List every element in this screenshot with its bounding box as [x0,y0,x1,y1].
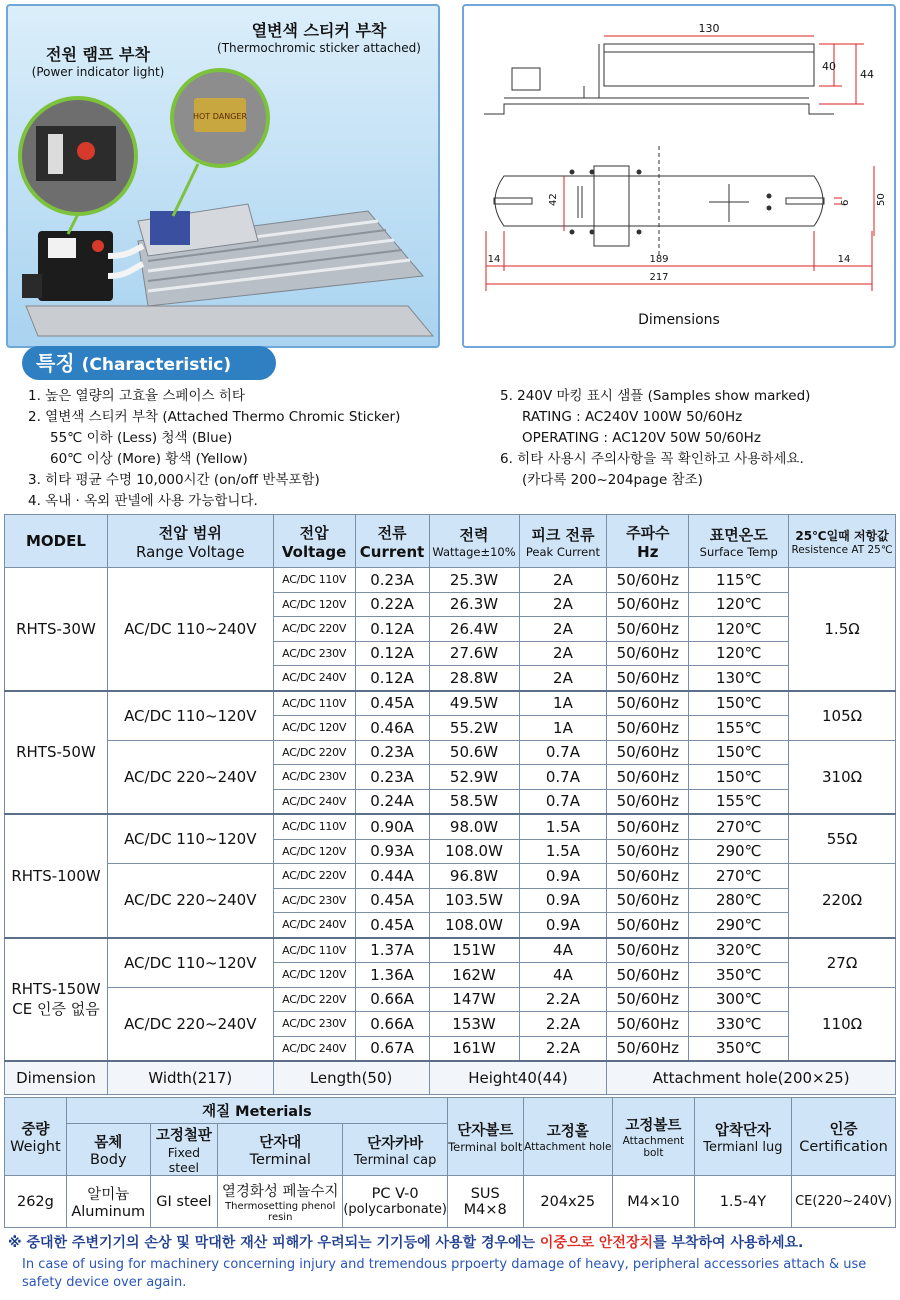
feature-item: 1. 높은 열량의 고효율 스페이스 히타 [28,388,245,404]
value-terminal-cap: PC V-0 (polycarbonate) [343,1176,448,1228]
voltage-cell: AC/DC 240V [273,913,355,938]
value-lug: 1.5-4Y [694,1176,791,1228]
feature-item: OPERATING : AC120V 50W 50/60Hz [522,430,761,446]
warning-english: In case of using for machinery concerning injury and tremendous prpoerty damage of heavy, peripheral accessories attach & use safety device over again. [22,1257,867,1290]
voltage-cell: AC/DC 120V [273,839,355,864]
value-attachment-bolt: M4×10 [613,1176,695,1228]
peak-cell: 0.9A [519,864,607,889]
dimension-drawing-panel [462,4,896,348]
freq-cell: 50/60Hz [607,888,689,913]
dim-217: 217 [649,272,669,283]
characteristic-heading [22,346,276,380]
temp-cell: 155℃ [689,789,789,814]
wattage-cell: 49.5W [429,691,519,716]
dim-130: 130 [698,22,720,35]
header-current: 전류 Current [355,515,429,568]
sticker-zoom [172,70,268,216]
resistance-cell: 220Ω [789,864,896,938]
current-cell: 0.23A [355,740,429,765]
voltage-cell: AC/DC 230V [273,1012,355,1037]
voltage-cell: AC/DC 240V [273,789,355,814]
dim-44: 44 [860,68,874,81]
current-cell: 0.24A [355,789,429,814]
voltage-cell: AC/DC 230V [273,765,355,790]
freq-cell: 50/60Hz [607,864,689,889]
header-resist: 25℃일때 저항값 Resistence AT 25℃ [789,515,896,568]
wattage-cell: 161W [429,1036,519,1061]
voltage-cell: AC/DC 220V [273,617,355,642]
model-cell: RHTS-50W [5,691,108,815]
peak-cell: 2A [519,617,607,642]
temp-cell: 150℃ [689,765,789,790]
header-attachment-hole: 고정홀 Attachment hole [523,1098,613,1176]
current-cell: 0.12A [355,617,429,642]
peak-cell: 0.7A [519,765,607,790]
value-fixed-steel: GI steel [150,1176,217,1228]
voltage-cell: AC/DC 110V [273,938,355,963]
current-cell: 0.45A [355,888,429,913]
wattage-cell: 52.9W [429,765,519,790]
freq-cell: 50/60Hz [607,617,689,642]
temp-cell: 350℃ [689,963,789,988]
wattage-cell: 28.8W [429,666,519,691]
temp-cell: 330℃ [689,1012,789,1037]
dimension-row [5,1061,896,1095]
freq-cell: 50/60Hz [607,938,689,963]
spec-row [5,864,896,889]
voltage-cell: AC/DC 110V [273,814,355,839]
header-peak: 피크 전류 Peak Current [519,515,607,568]
temp-cell: 290℃ [689,913,789,938]
peak-cell: 2A [519,592,607,617]
freq-cell: 50/60Hz [607,913,689,938]
range-cell: AC/DC 110~240V [107,568,273,691]
dimension-width: Width(217) [107,1061,273,1095]
voltage-cell: AC/DC 120V [273,716,355,741]
voltage-cell: AC/DC 240V [273,1036,355,1061]
current-cell: 1.37A [355,938,429,963]
resistance-cell: 27Ω [789,938,896,988]
feature-item: RATING : AC240V 100W 50/60Hz [522,409,743,425]
temp-cell: 115℃ [689,568,789,593]
wattage-cell: 147W [429,987,519,1012]
current-cell: 1.36A [355,963,429,988]
range-cell: AC/DC 220~240V [107,864,273,938]
feature-list-right [500,386,810,491]
wattage-cell: 27.6W [429,641,519,666]
power-indicator-box [22,231,113,301]
freq-cell: 50/60Hz [607,987,689,1012]
spec-body [5,568,896,1095]
resistance-cell: 1.5Ω [789,568,896,691]
current-cell: 0.90A [355,814,429,839]
header-voltage: 전압 Voltage [273,515,355,568]
dimension-hole: Attachment hole(200×25) [607,1061,896,1095]
freq-cell: 50/60Hz [607,568,689,593]
range-cell: AC/DC 220~240V [107,740,273,814]
freq-cell: 50/60Hz [607,641,689,666]
value-terminal: 열경화성 페놀수지 Thermosetting phenol resin [218,1176,343,1228]
temp-cell: 150℃ [689,740,789,765]
warning-korean: ※ 중대한 주변기기의 손상 및 막대한 재산 피해가 우려되는 기기등에 사용할 경우에는 이중으로 안전장치를 부착하여 사용하세요. [8,1235,804,1251]
resistance-cell: 110Ω [789,987,896,1061]
dim-6: 6 [840,199,851,206]
dimension-drawing [464,6,894,346]
voltage-cell: AC/DC 220V [273,987,355,1012]
feature-item: 60℃ 이상 (More) 황색 (Yellow) [50,451,248,467]
wattage-cell: 50.6W [429,740,519,765]
model-cell: RHTS-150W CE 인증 없음 [5,938,108,1062]
feature-item: (카다록 200~204page 참조) [522,472,703,488]
temp-cell: 320℃ [689,938,789,963]
freq-cell: 50/60Hz [607,691,689,716]
materials-value-row [5,1176,896,1228]
peak-cell: 2A [519,641,607,666]
range-cell: AC/DC 110~120V [107,938,273,988]
product-photo-panel [6,4,440,348]
value-certification: CE(220~240V) [792,1176,896,1228]
characteristic-title: 특징 [36,351,75,375]
resistance-cell: 55Ω [789,814,896,864]
current-cell: 0.23A [355,568,429,593]
current-cell: 0.12A [355,666,429,691]
warning-highlight: 이중으로 안전장치 [539,1235,653,1251]
power-label-english: (Power indicator light) [31,65,165,79]
peak-cell: 4A [519,963,607,988]
materials-table [4,1097,896,1228]
power-light-caption [28,42,168,79]
temp-cell: 350℃ [689,1036,789,1061]
dimension-length: Length(50) [273,1061,429,1095]
sticker-label-english: (Thermochromic sticker attached) [217,41,421,55]
header-terminal: 단자대 Terminal [218,1124,343,1176]
spec-row [5,987,896,1012]
voltage-cell: AC/DC 120V [273,963,355,988]
header-fixed-steel: 고정철판 Fixed steel [150,1124,217,1176]
wattage-cell: 58.5W [429,789,519,814]
spec-row [5,740,896,765]
temp-cell: 150℃ [689,691,789,716]
temp-cell: 270℃ [689,864,789,889]
wattage-cell: 26.3W [429,592,519,617]
spec-row [5,691,896,716]
dim-50: 50 [876,193,887,206]
wattage-cell: 151W [429,938,519,963]
wattage-cell: 153W [429,1012,519,1037]
current-cell: 0.22A [355,592,429,617]
header-lug: 압착단자 Termianl lug [694,1098,791,1176]
spec-row [5,938,896,963]
characteristic-title-en: (Characteristic) [81,355,232,375]
dim-14-right: 14 [837,254,851,265]
dimension-height: Height40(44) [429,1061,607,1095]
wattage-cell: 108.0W [429,913,519,938]
current-cell: 0.66A [355,1012,429,1037]
peak-cell: 2.2A [519,987,607,1012]
top-view [494,146,824,256]
header-range: 전압 범위 Range Voltage [107,515,273,568]
feature-list-left [28,386,400,512]
current-cell: 0.12A [355,641,429,666]
current-cell: 0.93A [355,839,429,864]
header-certification: 인증 Certification [792,1098,896,1176]
current-cell: 0.67A [355,1036,429,1061]
current-cell: 0.66A [355,987,429,1012]
freq-cell: 50/60Hz [607,740,689,765]
header-materials: 재질 Meterials [66,1098,447,1124]
peak-cell: 2.2A [519,1036,607,1061]
freq-cell: 50/60Hz [607,1012,689,1037]
current-cell: 0.23A [355,765,429,790]
freq-cell: 50/60Hz [607,814,689,839]
temp-cell: 290℃ [689,839,789,864]
dim-40: 40 [822,60,836,73]
resistance-cell: 105Ω [789,691,896,741]
temp-cell: 280℃ [689,888,789,913]
freq-cell: 50/60Hz [607,765,689,790]
range-cell: AC/DC 220~240V [107,987,273,1061]
peak-cell: 2A [519,666,607,691]
peak-cell: 1.5A [519,839,607,864]
peak-cell: 2A [519,568,607,593]
freq-cell: 50/60Hz [607,592,689,617]
header-wattage: 전력 Wattage±10% [429,515,519,568]
voltage-cell: AC/DC 110V [273,568,355,593]
header-weight: 중량 Weight [5,1098,67,1176]
wattage-cell: 98.0W [429,814,519,839]
peak-cell: 0.7A [519,740,607,765]
temp-cell: 155℃ [689,716,789,741]
temp-cell: 120℃ [689,592,789,617]
sticker-text: HOT DANGER [192,112,248,121]
peak-cell: 2.2A [519,1012,607,1037]
dim-14-left: 14 [487,254,501,265]
spec-table [4,514,896,1095]
dimensions-caption: Dimensions [638,312,720,328]
wattage-cell: 108.0W [429,839,519,864]
resistance-cell: 310Ω [789,740,896,814]
sticker-label-korean: 열변색 스티커 부착 [251,21,387,40]
wattage-cell: 162W [429,963,519,988]
peak-cell: 1A [519,691,607,716]
freq-cell: 50/60Hz [607,789,689,814]
side-view [484,44,834,114]
peak-cell: 0.9A [519,888,607,913]
freq-cell: 50/60Hz [607,716,689,741]
peak-cell: 0.7A [519,789,607,814]
thermochromic-sticker [150,211,190,245]
voltage-cell: AC/DC 110V [273,691,355,716]
feature-item: 55℃ 이하 (Less) 청색 (Blue) [50,430,233,446]
value-body: 알미늄 Aluminum [66,1176,150,1228]
header-terminal-cap: 단자카바 Terminal cap [343,1124,448,1176]
voltage-cell: AC/DC 120V [273,592,355,617]
voltage-cell: AC/DC 230V [273,641,355,666]
header-body: 몸체 Body [66,1124,150,1176]
temp-cell: 270℃ [689,814,789,839]
header-temp: 표면온도 Surface Temp [689,515,789,568]
header-model: MODEL [5,515,108,568]
freq-cell: 50/60Hz [607,839,689,864]
power-label-korean: 전원 램프 부착 [46,45,150,64]
header-freq: 주파수 Hz [607,515,689,568]
header-terminal-bolt: 단자볼트 Terminal bolt [447,1098,523,1176]
spec-row [5,814,896,839]
peak-cell: 0.9A [519,913,607,938]
value-weight: 262g [5,1176,67,1228]
model-cell: RHTS-100W [5,814,108,938]
dimension-label: Dimension [5,1061,108,1095]
range-cell: AC/DC 110~120V [107,814,273,864]
peak-cell: 4A [519,938,607,963]
power-light-zoom [20,98,136,234]
temp-cell: 120℃ [689,641,789,666]
temp-cell: 120℃ [689,617,789,642]
wattage-cell: 26.4W [429,617,519,642]
dim-42: 42 [548,193,559,206]
wattage-cell: 96.8W [429,864,519,889]
voltage-cell: AC/DC 230V [273,888,355,913]
spec-header-row [5,515,896,568]
feature-item: 3. 히타 평균 수명 10,000시간 (on/off 반복포함) [28,472,320,488]
peak-cell: 1A [519,716,607,741]
freq-cell: 50/60Hz [607,666,689,691]
spec-row [5,568,896,593]
freq-cell: 50/60Hz [607,963,689,988]
peak-cell: 1.5A [519,814,607,839]
header-attachment-bolt: 고정볼트 Attachment bolt [613,1098,695,1176]
feature-item: 2. 열변색 스티커 부착 (Attached Thermo Chromic Sticker) [28,409,401,425]
value-terminal-bolt: SUS M4×8 [447,1176,523,1228]
current-cell: 0.44A [355,864,429,889]
wattage-cell: 25.3W [429,568,519,593]
wattage-cell: 103.5W [429,888,519,913]
wattage-cell: 55.2W [429,716,519,741]
feature-item: 4. 옥내 · 옥외 판넬에 사용 가능합니다. [28,493,258,509]
feature-item: 6. 히타 사용시 주의사항을 꼭 확인하고 사용하세요. [500,451,804,467]
voltage-cell: AC/DC 240V [273,666,355,691]
current-cell: 0.45A [355,691,429,716]
temp-cell: 300℃ [689,987,789,1012]
dim-189: 189 [649,254,669,265]
materials-header-row-1 [5,1098,896,1124]
current-cell: 0.46A [355,716,429,741]
voltage-cell: AC/DC 220V [273,740,355,765]
voltage-cell: AC/DC 220V [273,864,355,889]
temp-cell: 130℃ [689,666,789,691]
value-attachment-hole: 204x25 [523,1176,613,1228]
feature-item: 5. 240V 마킹 표시 샘플 (Samples show marked) [500,388,811,404]
model-cell: RHTS-30W [5,568,108,691]
sticker-caption [204,18,434,55]
freq-cell: 50/60Hz [607,1036,689,1061]
range-cell: AC/DC 110~120V [107,691,273,741]
current-cell: 0.45A [355,913,429,938]
